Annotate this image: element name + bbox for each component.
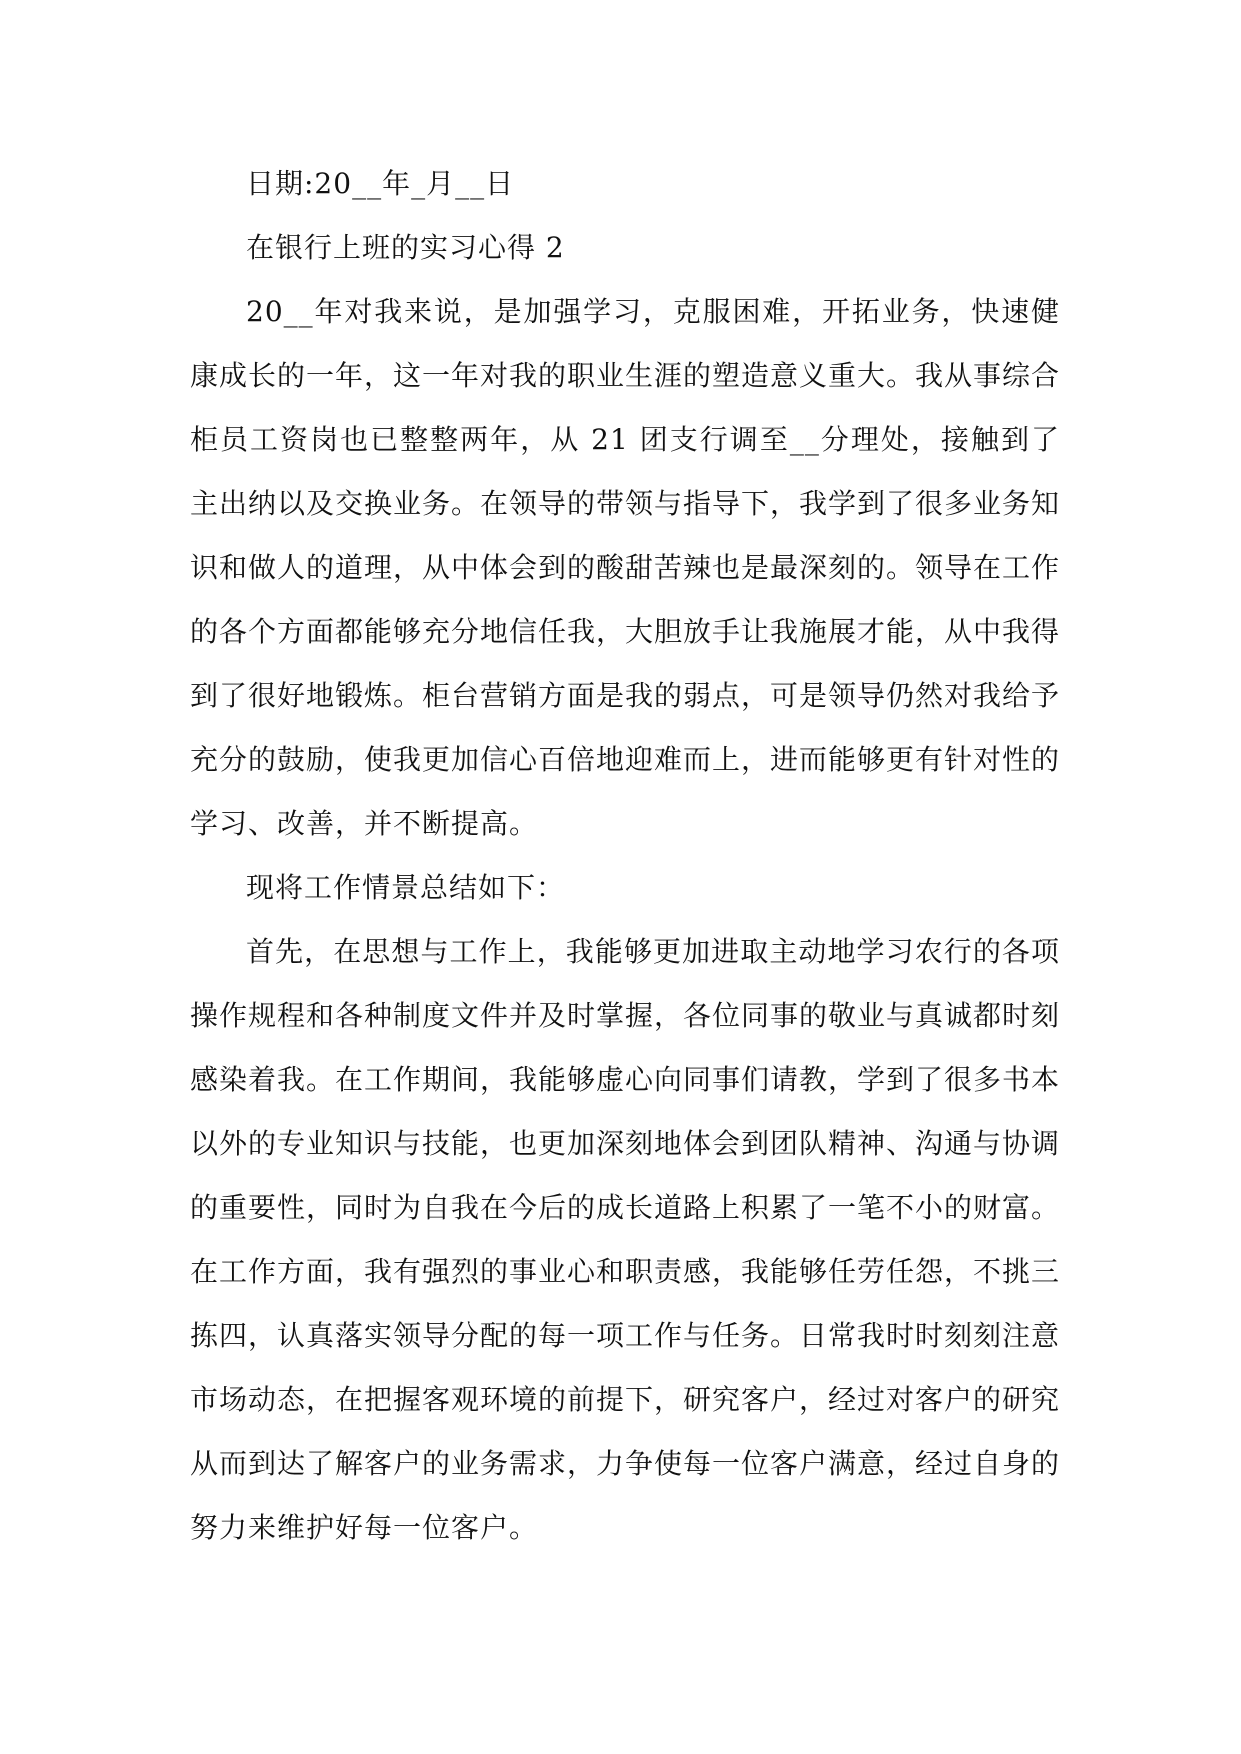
document-title: 在银行上班的实习心得 2	[246, 231, 565, 264]
paragraph-first-point: 首先，在思想与工作上，我能够更加进取主动地学习农行的各项操作规程和各种制度文件并及时掌握，各位同事的敬业与真诚都时刻感染着我。在工作期间，我能够虚心向同事们请教，学到了很多书本以外的专业知识与技能，也更加深刻地体会到团队精神、沟通与协调的重要性，同时为自我在今后的成长道路上积累了一笔不小的财富。在工作方面，我有强烈的事业心和职责感，我能够任劳任怨，不挑三拣四，认真落实领导分配的每一项工作与任务。日常我时时刻刻注意市场动态，在把握客观环境的前提下，研究客户，经过对客户的研究从而到达了解客户的业务需求，力争使每一位客户满意，经过自身的努力来维护好每一位客户。	[190, 935, 1061, 1544]
paragraph-intro: 20__年对我来说，是加强学习，克服困难，开拓业务，快速健康成长的一年，这一年对我的职业生涯的塑造意义重大。我从事综合柜员工资岗也已整整两年，从 21 团支行调至__分理处，接触到了主出纳以及交换业务。在领导的带领与指导下，我学到了很多业务知识和做人的道理，从中体会到的酸甜苦辣也是最深刻的。领导在工作的各个方面都能够充分地信任我，大胆放手让我施展才能，从中我得到了很好地锻炼。柜台营销方面是我的弱点，可是领导仍然对我给予充分的鼓励，使我更加信心百倍地迎难而上，进而能够更有针对性的学习、改善，并不断提高。	[190, 295, 1061, 840]
date-line: 日期:20__年_月__日	[246, 167, 515, 200]
paragraph-summary-lead: 现将工作情景总结如下：	[246, 871, 566, 904]
document-body	[190, 152, 1060, 1560]
